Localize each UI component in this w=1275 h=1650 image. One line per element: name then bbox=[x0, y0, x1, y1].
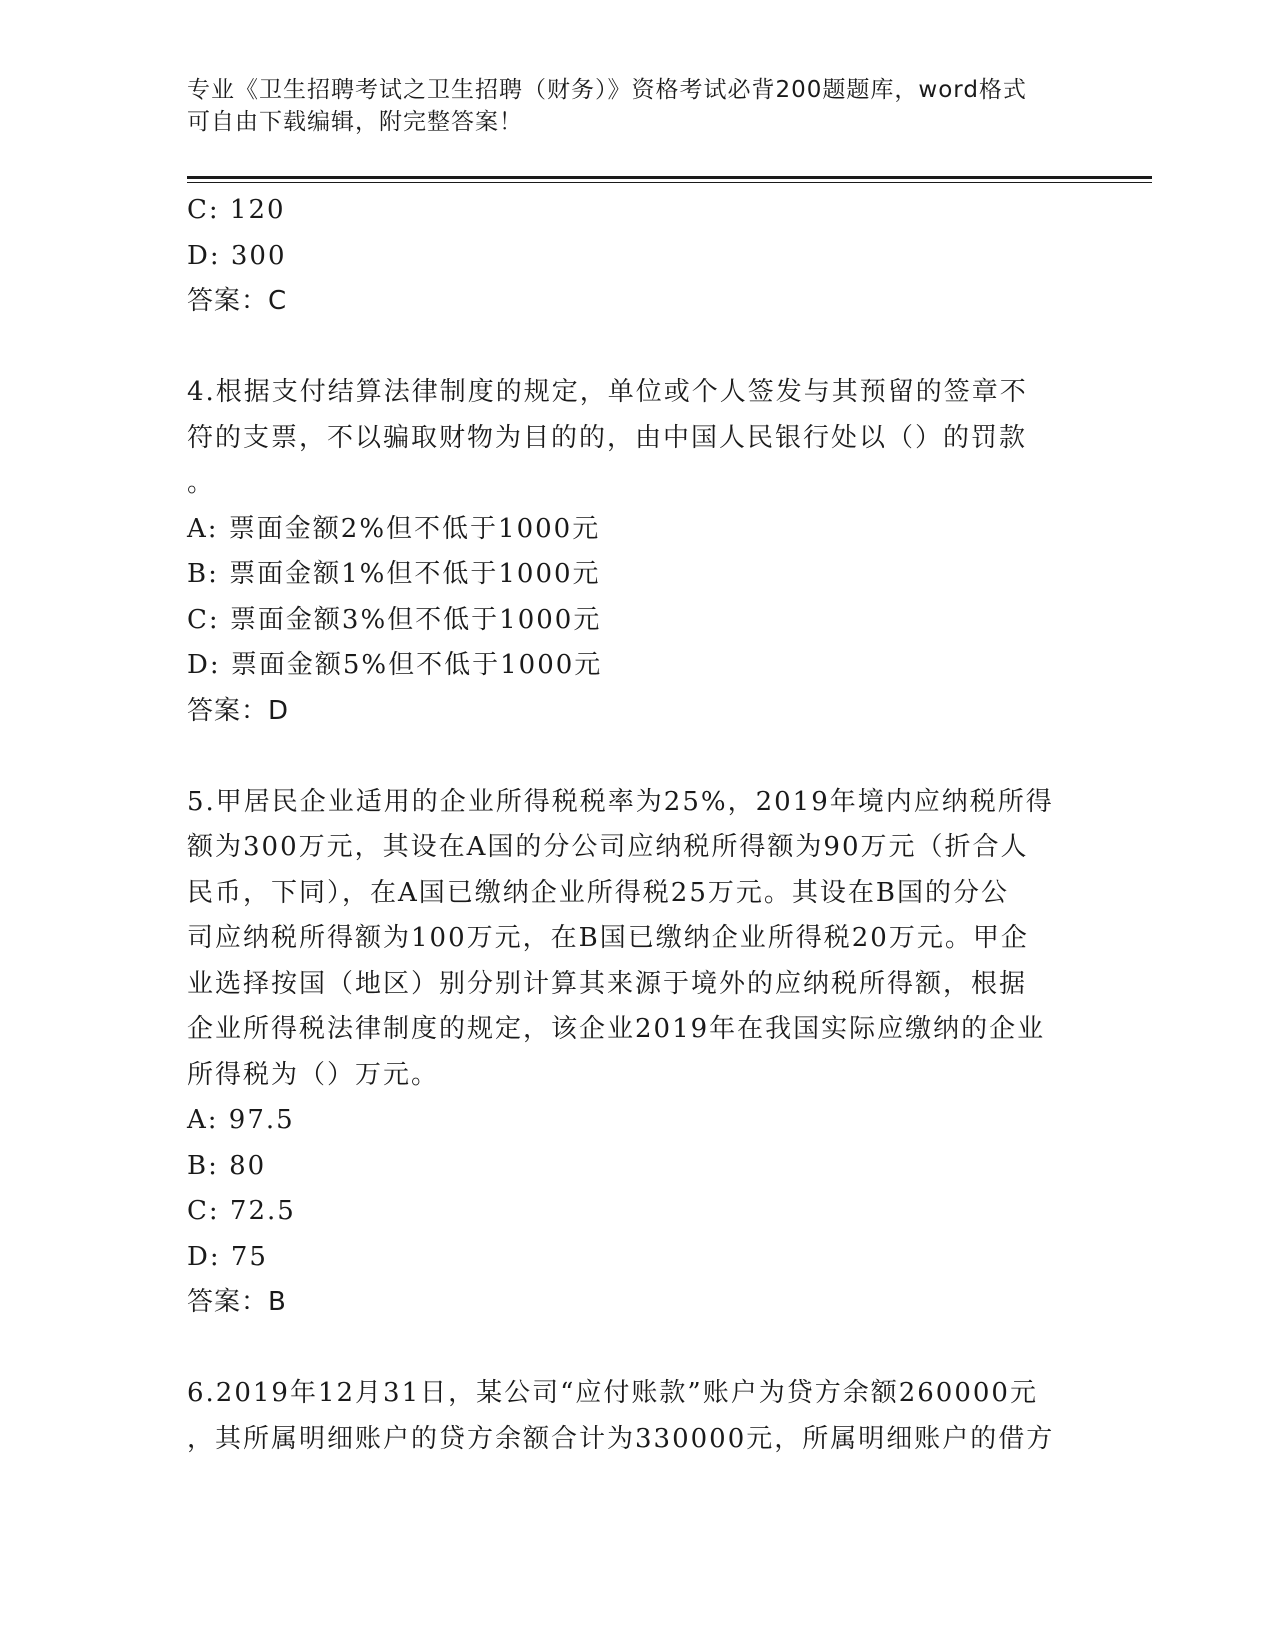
option-b: B: 80 bbox=[187, 1150, 267, 1181]
option-a: A: 97.5 bbox=[187, 1105, 295, 1135]
question-stem-line: 司应纳税所得额为100万元，在B国已缴纳企业所得税20万元。甲企 bbox=[187, 923, 1029, 953]
question-stem-line: 。 bbox=[187, 468, 216, 498]
question-stem-line: 额为300万元，其设在A国的分公司应纳税所得额为90万元（折合人 bbox=[187, 832, 1029, 862]
question-stem-line: 符的支票，不以骗取财物为目的的，由中国人民银行处以（）的罚款 bbox=[187, 422, 1028, 453]
question-5 bbox=[187, 780, 1077, 1326]
question-list bbox=[187, 188, 1077, 1462]
document-header bbox=[187, 74, 1067, 138]
option-b: B: 票面金额1%但不低于1000元 bbox=[187, 559, 601, 589]
answer: 答案：B bbox=[187, 1287, 287, 1317]
spacer bbox=[187, 734, 1077, 780]
question-stem-line: 企业所得税法律制度的规定，该企业2019年在我国实际应缴纳的企业 bbox=[187, 1014, 1046, 1044]
question-stem-line: 5.甲居民企业适用的企业所得税税率为25%，2019年境内应纳税所得 bbox=[187, 786, 1054, 817]
question-stem-line: 4.根据支付结算法律制度的规定，单位或个人签发与其预留的签章不 bbox=[187, 377, 1028, 407]
question-stem-line: 民币，下同），在A国已缴纳企业所得税25万元。其设在B国的分公 bbox=[187, 877, 1009, 908]
option-a: A: 票面金额2%但不低于1000元 bbox=[187, 513, 601, 544]
header-line-1: 专业《卫生招聘考试之卫生招聘（财务）》资格考试必背200题题库，word格式 bbox=[187, 77, 1027, 103]
question-stem-line: ，其所属明细账户的贷方余额合计为330000元，所属明细账户的借方 bbox=[187, 1423, 1055, 1454]
question-6 bbox=[187, 1371, 1077, 1462]
answer: 答案：C bbox=[187, 286, 288, 316]
question-3 bbox=[187, 188, 1077, 325]
question-stem-line: 6.2019年12月31日，某公司“应付账款”账户为贷方余额260000元 bbox=[187, 1378, 1038, 1408]
spacer bbox=[187, 1326, 1077, 1372]
option-c: C: 72.5 bbox=[187, 1196, 296, 1226]
question-4 bbox=[187, 370, 1077, 734]
question-stem-line: 所得税为（）万元。 bbox=[187, 1059, 440, 1090]
header-rule-thin bbox=[187, 182, 1152, 183]
spacer bbox=[187, 325, 1077, 371]
option-c: C: 120 bbox=[187, 195, 286, 225]
option-d: D: 300 bbox=[187, 240, 287, 271]
answer: 答案：D bbox=[187, 695, 290, 726]
header-line-2: 可自由下载编辑，附完整答案！ bbox=[187, 109, 523, 135]
option-d: D: 75 bbox=[187, 1241, 268, 1272]
question-stem-line: 业选择按国（地区）别分别计算其来源于境外的应纳税所得额，根据 bbox=[187, 968, 1028, 999]
header-rule-thick bbox=[187, 176, 1152, 179]
option-c: C: 票面金额3%但不低于1000元 bbox=[187, 604, 602, 635]
option-d: D: 票面金额5%但不低于1000元 bbox=[187, 650, 603, 680]
